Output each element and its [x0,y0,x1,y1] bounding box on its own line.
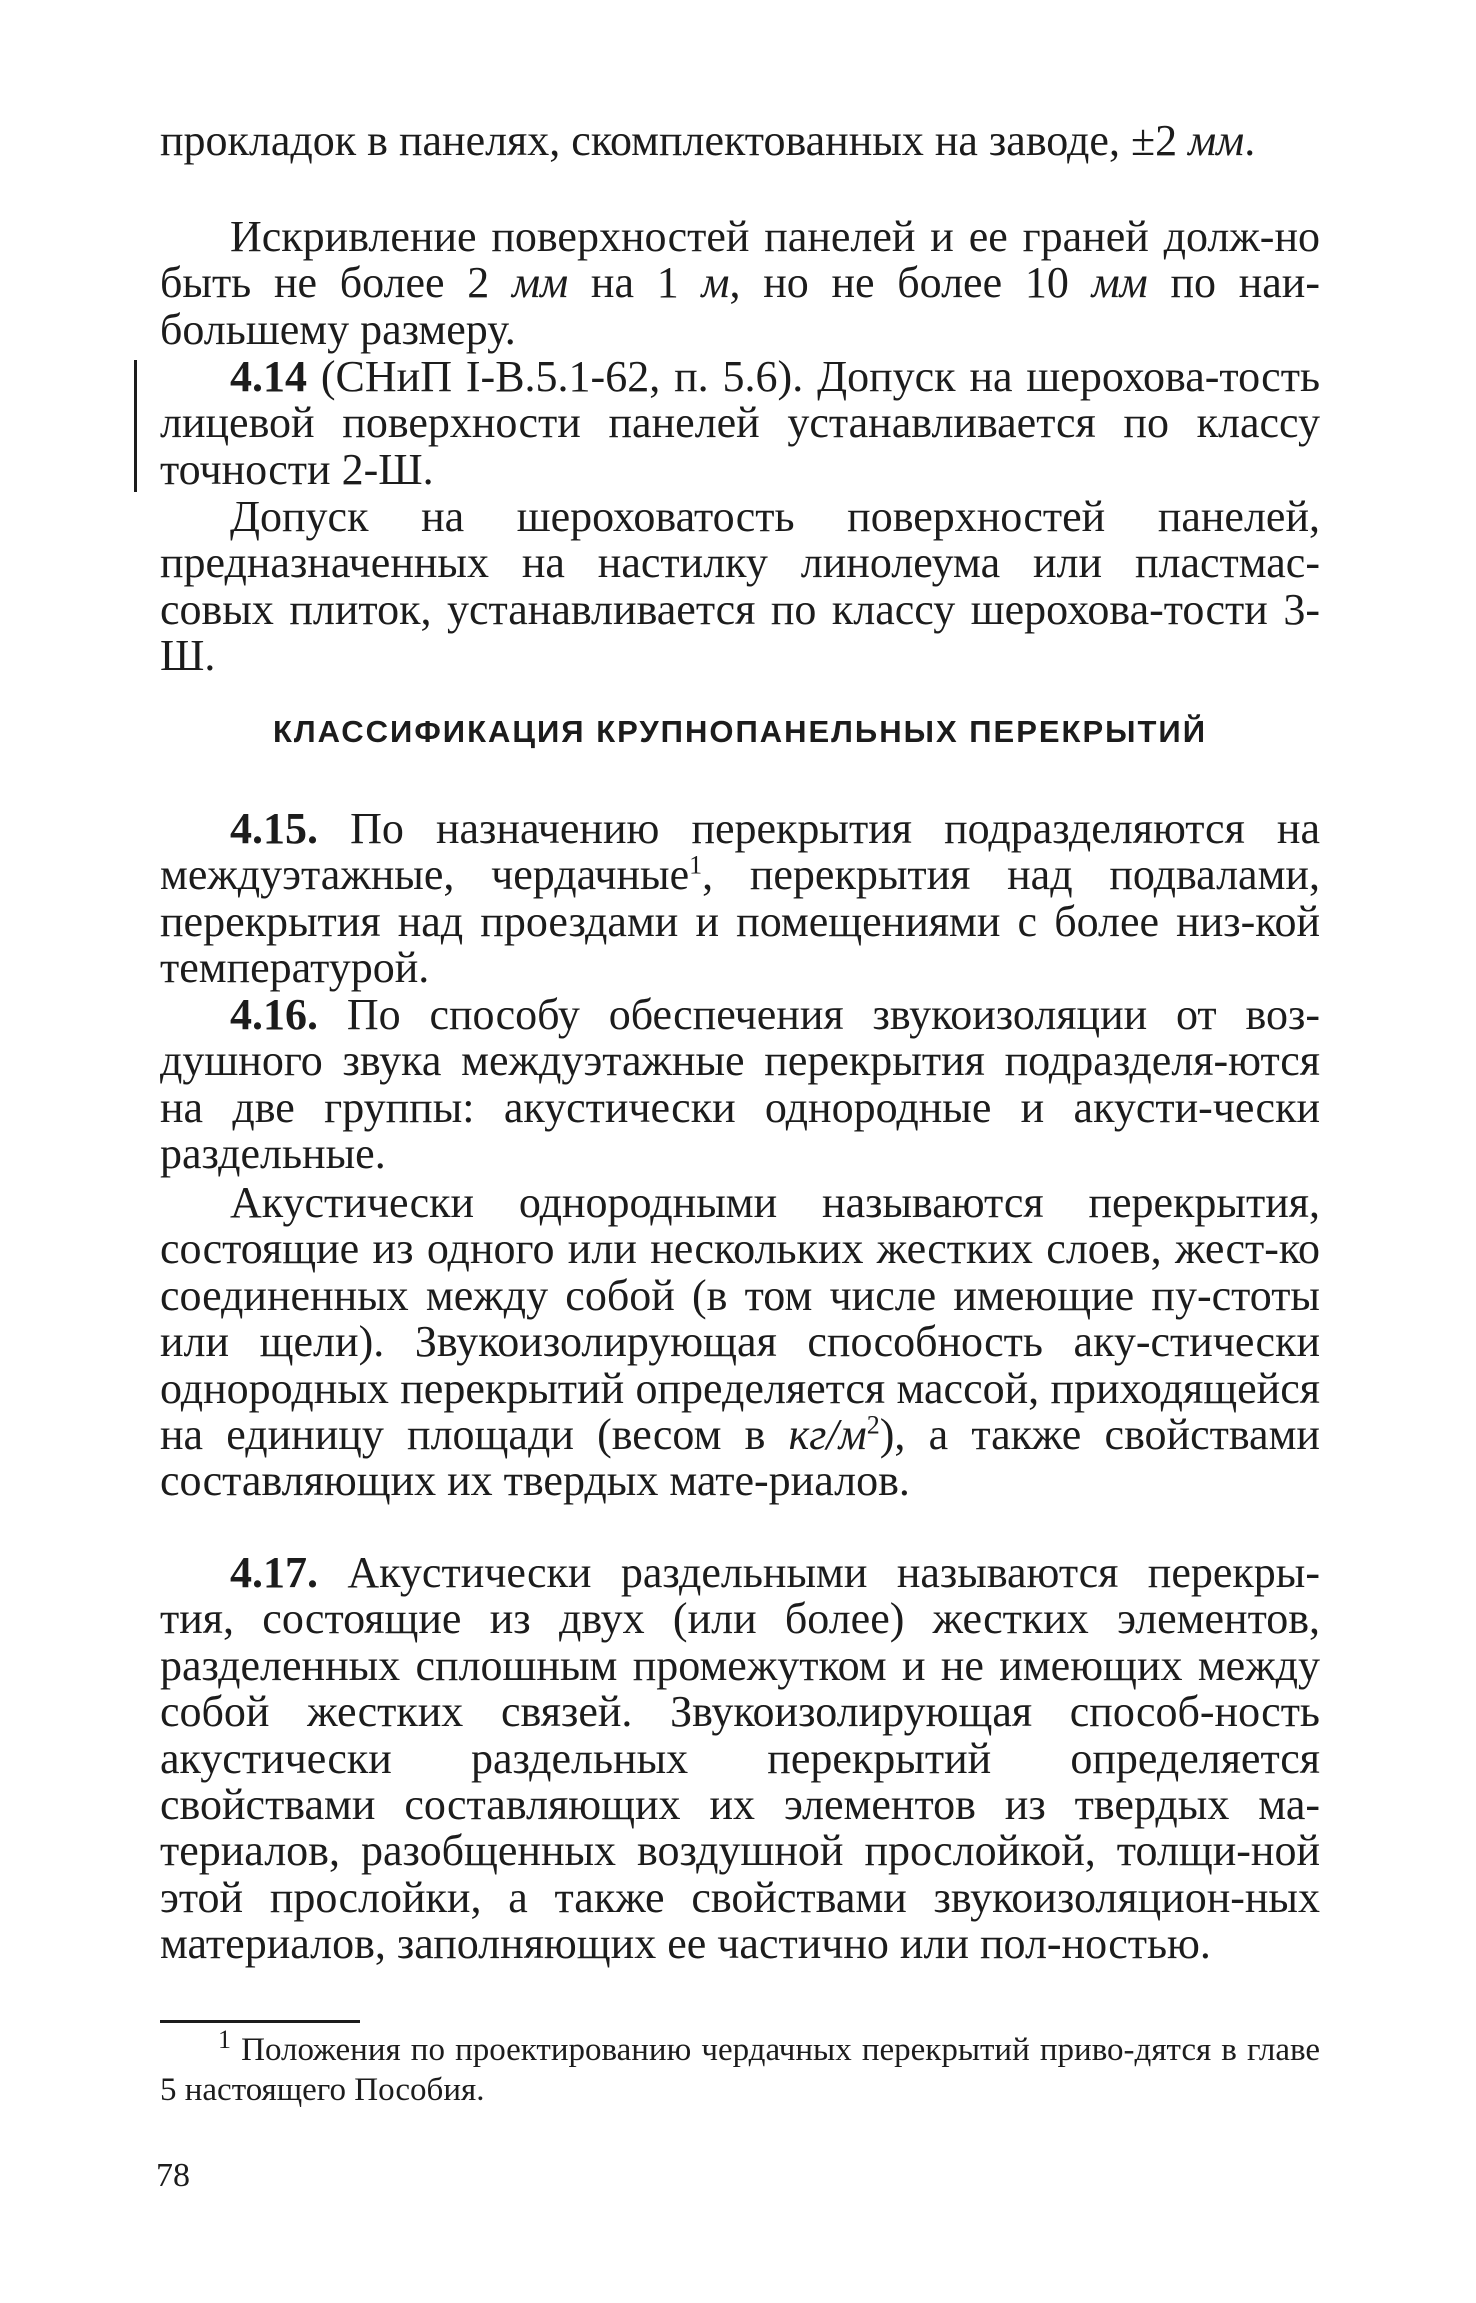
paragraph-tolerance [160,494,1320,680]
paragraph-number: 4.15. [230,804,318,853]
paragraph-4-17 [160,1550,1320,1968]
tolerance-paragraph [160,494,1320,680]
footnote-divider [160,2020,360,2023]
section-heading: КЛАССИФИКАЦИЯ КРУПНОПАНЕЛЬНЫХ ПЕРЕКРЫТИЙ [272,714,1207,749]
text-run: Положения по проектированию чердачных перекрытий приво-дятся в главе 5 настоящего Пособия. [160,2032,1320,2108]
paragraph-4-14 [160,354,1320,493]
section-4-14 [160,354,1320,493]
text-run: по наи-большему размеру. [160,258,1320,354]
footnote [160,2025,1320,2110]
section-4-16 [160,992,1320,1178]
unit-text: мм [1091,258,1148,308]
text-run: ), а также свойствами составляющих их твердых мате-риалов. [160,1410,1320,1506]
section-4-17 [160,1550,1320,1968]
text-run: . [1244,116,1256,165]
text-run: , перекрытия над подвалами, перекрытия над проездами и помещениями с более низ-кой температурой. [160,850,1320,993]
paragraph-acoustic-homogeneous [160,1180,1320,1505]
paragraph-4-16 [160,992,1320,1178]
text-run: на 1 [590,258,679,308]
revision-margin-bar [134,360,137,492]
text-run: (СНиП I-В.5.1-62, п. 5.6). Допуск на шерохова-тость лицевой поверхности панелей устанавливается по классу точности 2-Ш. [160,352,1321,494]
paragraph-continuation [160,118,1320,164]
paragraph-number: 4.17. [230,1548,318,1597]
text-run: прокладок в панелях, скомплектованных на заводе, ±2 [160,116,1178,165]
paragraph-number: 4.16. [230,990,318,1039]
text-run: Акустически раздельными называются перекры-тия, состоящие из двух (или более) жестких элементов, разделенных сплошным промежутком и не имеющих между собой жестких связей. Звукоизолирующая способ-ность акустически раздельных перекрытий определяется свойствами составляющих их элементов из твердых ма-териалов, разобщенных воздушной прослойкой, толщи-ной этой прослойки, а также свойствами звукоизоляцион-ных материалов, заполняющих ее частично или пол-ностью. [160,1548,1320,1969]
text-run: , но не более 10 [729,258,1069,308]
continued-paragraph [160,118,1320,164]
paragraph-number: 4.14 [230,352,307,401]
text-run: Допуск на шероховатость поверхностей панелей, предназначенных на настилку линолеума или пластмас-совых плиток, устанавливается по классу шерохова-тости 3-Ш. [160,492,1320,681]
footnote-mark: 1 [218,2025,231,2054]
acoustic-paragraph [160,1180,1320,1505]
paragraph-4-15 [160,806,1320,992]
unit-text: мм [1188,116,1245,165]
text-run: Акустически однородными называются перекрытия, состоящие из одного или нескольких жестких слоев, жест-ко соединенных между собой (в том числе имеющие пу-стоты или щели). Звукоизолирующая способность аку-стически однородных перекрытий определяется массой, приходящейся на единицу площади (весом в [160,1178,1320,1460]
text-run: По способу обеспечения звукоизоляции от воз-душного звука междуэтажные перекрытия подразделя-ются на две группы: акустически однородные и акусти-чески раздельные. [160,990,1321,1179]
unit-text: мм [512,258,569,308]
unit-exponent: 2 [866,1410,880,1440]
footnote-reference: 1 [689,850,703,880]
curvature-paragraph [160,214,1320,353]
unit-text: м [701,258,730,308]
page-number: 78 [156,2157,190,2194]
text-run: По назначению перекрытия подразделяются на междуэтажные, чердачные [160,804,1320,900]
unit-text: кг/м [788,1410,867,1460]
section-4-15 [160,806,1320,992]
text-run: Искривление поверхностей панелей и ее граней долж-но быть не более 2 [160,212,1320,308]
paragraph-curvature [160,214,1320,353]
